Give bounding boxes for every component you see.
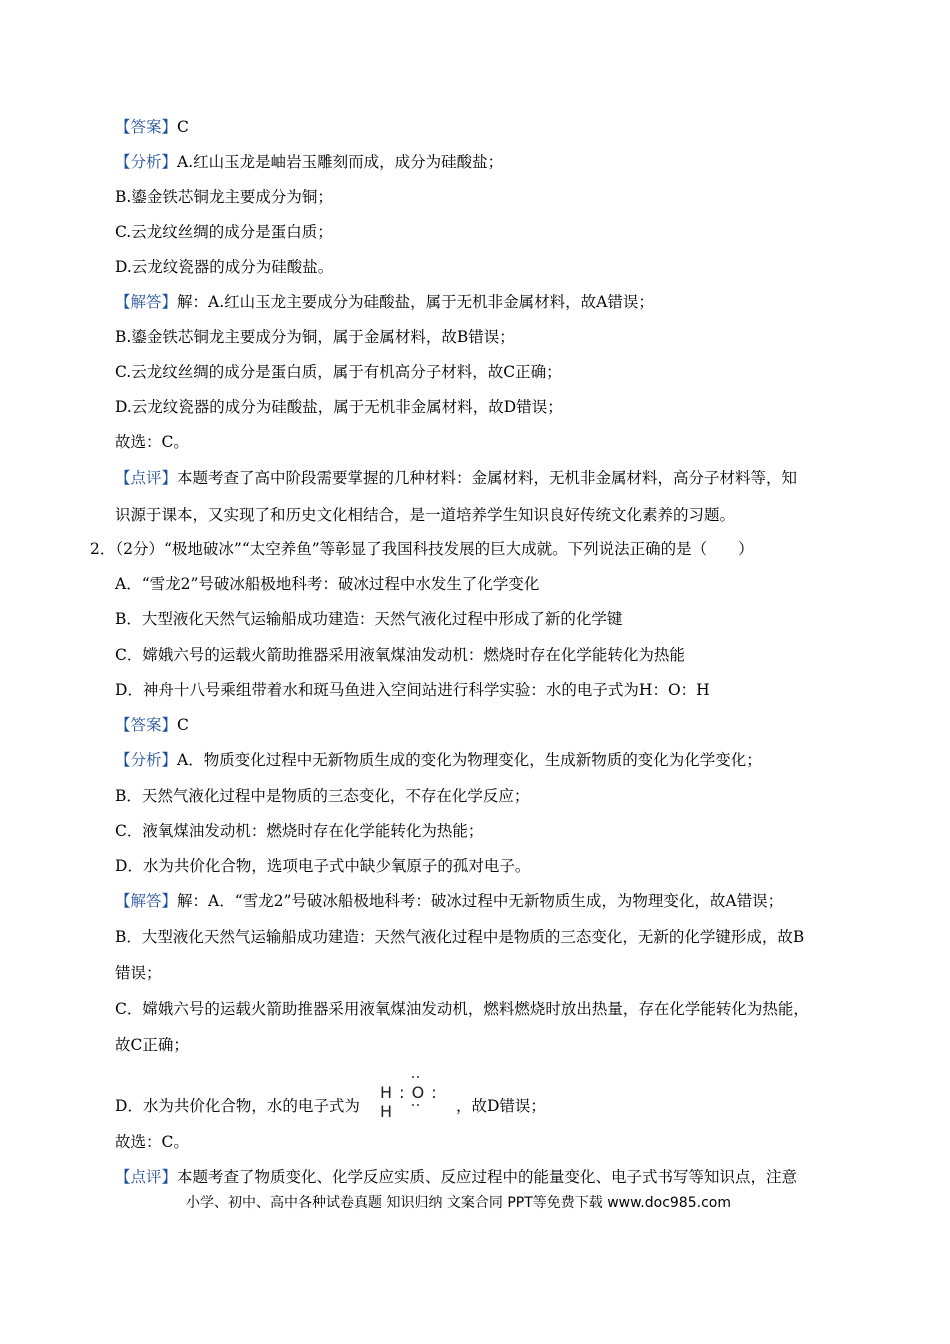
option-b: B．大型液化天然气运输船成功建造：天然气液化过程中形成了新的化学键 bbox=[115, 610, 623, 628]
solution-line-3: C.云龙纹丝绸的成分是蛋白质，属于有机高分子材料，故C正确； bbox=[115, 363, 562, 381]
analysis-tag: 【分析】 bbox=[115, 153, 178, 171]
answer-line-2 bbox=[115, 715, 189, 735]
solution-tag: 【解答】 bbox=[115, 892, 178, 910]
analysis-text: A．物质变化过程中无新物质生成的变化为物理变化，生成新物质的变化为化学变化； bbox=[177, 751, 762, 769]
solution-text: 解：A．“雪龙2”号破冰船极地科考：破冰过程中无新物质生成，为物理变化，故A错误； bbox=[177, 892, 784, 910]
q2-solution-line-3: 错误； bbox=[115, 964, 162, 982]
solution-line-2: B.鎏金铁芯铜龙主要成分为铜，属于金属材料，故B错误； bbox=[115, 328, 515, 346]
q2-comment-line bbox=[115, 1167, 797, 1187]
q2-choose-line: 故选：C。 bbox=[115, 1133, 189, 1151]
choose-line: 故选：C。 bbox=[115, 433, 189, 451]
analysis-line-1 bbox=[115, 152, 503, 172]
option-d: D．神舟十八号乘组带着水和斑马鱼进入空间站进行科学实验：水的电子式为H：O：H bbox=[115, 681, 710, 699]
q2-analysis-line-1 bbox=[115, 750, 762, 770]
answer-tag: 【答案】 bbox=[115, 716, 178, 734]
lone-pair-dot bbox=[412, 1076, 414, 1078]
q2-solution-d-before: D．水为共价化合物，水的电子式为 bbox=[115, 1097, 360, 1115]
option-a: A．“雪龙2”号破冰船极地科考：破冰过程中水发生了化学变化 bbox=[115, 575, 540, 593]
comment-tag: 【点评】 bbox=[115, 469, 178, 487]
lone-pair-dot bbox=[412, 1104, 414, 1106]
solution-text: 解：A.红山玉龙主要成分为硅酸盐，属于无机非金属材料，故A错误； bbox=[177, 293, 654, 311]
analysis-text: A.红山玉龙是岫岩玉雕刻而成，成分为硅酸盐； bbox=[177, 153, 504, 171]
q2-solution-d-after: ，故D错误； bbox=[456, 1097, 546, 1115]
q2-solution-line-1 bbox=[115, 891, 783, 911]
q2-solution-line-2: B．大型液化天然气运输船成功建造：天然气液化过程中是物质的三态变化，无新的化学键形成，故B bbox=[115, 928, 805, 946]
analysis-line-4: D.云龙纹瓷器的成分为硅酸盐。 bbox=[115, 258, 334, 276]
page-footer: 小学、初中、高中各种试卷真题 知识归纳 文案合同 PPT等免费下载 www.doc985.com bbox=[186, 1195, 731, 1211]
question-2-stem: 2．（2分）“极地破冰”“太空养鱼”等彰显了我国科技发展的巨大成就。下列说法正确的是（ ） bbox=[90, 540, 754, 558]
formula-text: H : O : H bbox=[380, 1083, 438, 1121]
comment-text: 本题考查了高中阶段需要掌握的几种材料：金属材料，无机非金属材料，高分子材料等，知 bbox=[177, 469, 798, 487]
solution-line-4: D.云龙纹瓷器的成分为硅酸盐，属于无机非金属材料，故D错误； bbox=[115, 398, 563, 416]
analysis-line-2: B.鎏金铁芯铜龙主要成分为铜； bbox=[115, 188, 333, 206]
comment-line-1 bbox=[115, 468, 797, 488]
answer-tag: 【答案】 bbox=[115, 118, 178, 136]
answer-line-1 bbox=[115, 117, 189, 137]
analysis-line-3: C.云龙纹丝绸的成分是蛋白质； bbox=[115, 223, 333, 241]
solution-line-1 bbox=[115, 292, 654, 312]
q2-analysis-line-4: D．水为共价化合物，选项电子式中缺少氧原子的孤对电子。 bbox=[115, 857, 531, 875]
water-electron-formula bbox=[376, 1071, 448, 1121]
q2-solution-line-4: C．嫦娥六号的运载火箭助推器采用液氧煤油发动机，燃料燃烧时放出热量，存在化学能转化为热能， bbox=[115, 1000, 809, 1018]
option-c: C．嫦娥六号的运载火箭助推器采用液氧煤油发动机：燃烧时存在化学能转化为热能 bbox=[115, 646, 685, 664]
analysis-tag: 【分析】 bbox=[115, 751, 178, 769]
comment-line-2: 识源于课本，又实现了和历史文化相结合，是一道培养学生知识良好传统文化素养的习题。 bbox=[115, 506, 736, 524]
q2-analysis-line-3: C．液氧煤油发动机：燃烧时存在化学能转化为热能； bbox=[115, 822, 484, 840]
q2-analysis-line-2: B．天然气液化过程中是物质的三态变化，不存在化学反应； bbox=[115, 787, 530, 805]
q2-solution-line-5: 故C正确； bbox=[115, 1036, 189, 1054]
answer-value: C bbox=[177, 716, 189, 734]
lone-pair-dot bbox=[417, 1076, 419, 1078]
lone-pair-dot bbox=[417, 1104, 419, 1106]
comment-text: 本题考查了物质变化、化学反应实质、反应过程中的能量变化、电子式书写等知识点，注意 bbox=[177, 1168, 798, 1186]
answer-value: C bbox=[177, 118, 189, 136]
solution-tag: 【解答】 bbox=[115, 293, 178, 311]
comment-tag: 【点评】 bbox=[115, 1168, 178, 1186]
